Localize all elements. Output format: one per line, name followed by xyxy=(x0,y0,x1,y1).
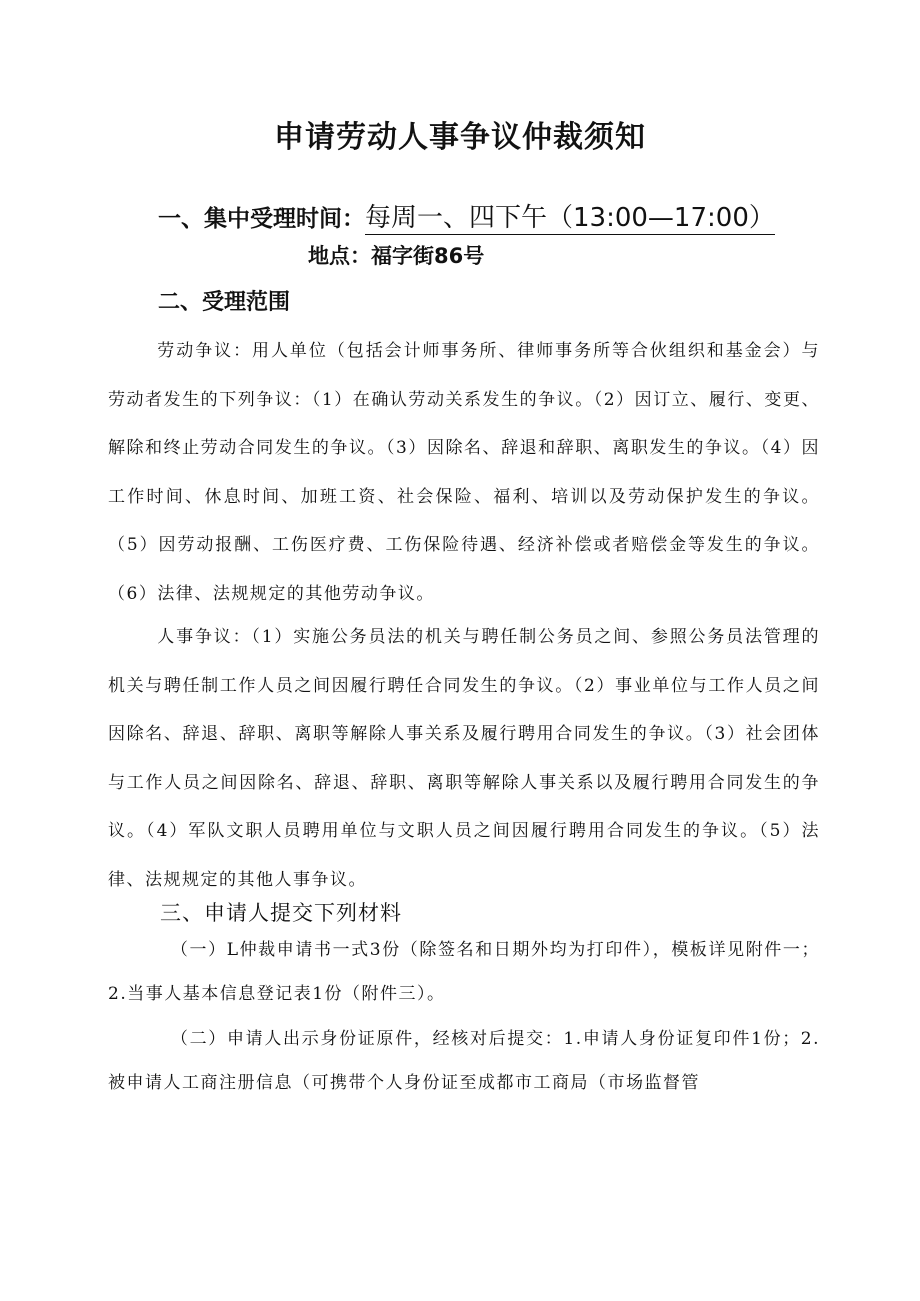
reception-time-label: 一、集中受理时间： xyxy=(158,206,365,232)
section-1-reception-time xyxy=(158,197,775,234)
document-title: 申请劳动人事争议仲裁须知 xyxy=(274,120,646,155)
reception-location: 地点：福字街86号 xyxy=(308,244,485,268)
labor-dispute-paragraph: 劳动争议：用人单位（包括会计师事务所、律师事务所等合伙组织和基金会）与劳动者发生的下列争议：（1）在确认劳动关系发生的争议。（2）因订立、履行、变更、解除和终止劳动合同发生的争议。（3）因除名、辞退和辞职、离职发生的争议。（4）因工作时间、休息时间、加班工资、社会保险、福利、培训以及劳动保护发生的争议。（5）因劳动报酬、工伤医疗费、工伤保险待遇、经济补偿或者赔偿金等发生的争议。（6）法律、法规规定的其他劳动争议。 xyxy=(108,341,820,604)
reception-time-value: 每周一、四下午（13:00—17:00） xyxy=(365,203,775,233)
materials-item-1: （一）L仲裁申请书一式3份（除签名和日期外均为打印件），模板详见附件一；2.当事人基本信息登记表1份（附件三）。 xyxy=(108,940,820,1004)
personnel-dispute-paragraph: 人事争议：（1）实施公务员法的机关与聘任制公务员之间、参照公务员法管理的机关与聘任制工作人员之间因履行聘任合同发生的争议。（2）事业单位与工作人员之间因除名、辞退、辞职、离职等解除人事关系及履行聘用合同发生的争议。（3）社会团体与工作人员之间因除名、辞退、辞职、离职等解除人事关系以及履行聘用合同发生的争议。（4）军队文职人员聘用单位与文职人员之间因履行聘用合同发生的争议。（5）法律、法规规定的其他人事争议。 xyxy=(108,627,820,890)
section-3-heading: 三、申请人提交下列材料 xyxy=(160,901,402,925)
section-2-heading: 二、受理范围 xyxy=(158,290,291,315)
materials-item-2: （二）申请人出示身份证原件，经核对后提交：1.申请人身份证复印件1份；2.被申请人工商注册信息（可携带个人身份证至成都市工商局（市场监督管 xyxy=(108,1029,820,1093)
